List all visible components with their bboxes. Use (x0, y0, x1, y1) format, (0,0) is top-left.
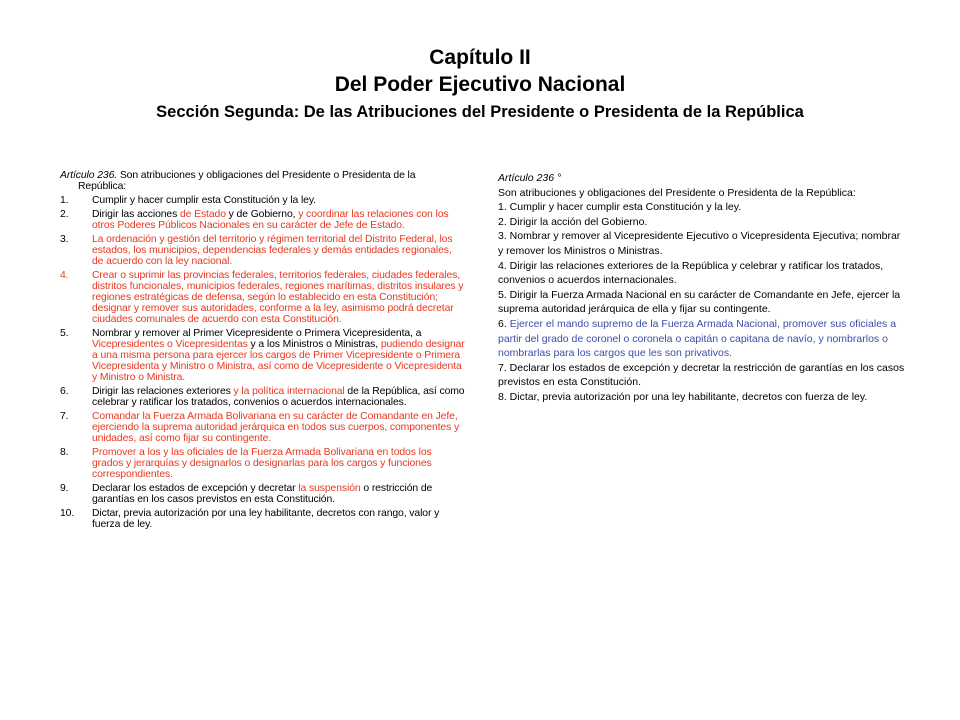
power-title: Del Poder Ejecutivo Nacional (334, 73, 626, 96)
left-item-number: 6. (60, 386, 69, 397)
highlighted-text: pudiendo designar a una misma persona para ejercer los cargos de Primer Vicepresidente o Primera Vicepresidenta y Ministro o Ministra, así como de Vicepresidente o Vicepresidenta y Ministro o Ministra. (92, 339, 465, 383)
left-item-number: 2. (60, 209, 69, 220)
left-list-item (60, 447, 465, 480)
left-item-text (92, 483, 465, 505)
text-segment: o restricción de garantías en los casos previstos en esta Constitución. (92, 483, 433, 505)
left-list-item (60, 209, 465, 231)
highlighted-text: Comandar la Fuerza Armada Bolivariana en su carácter de Comandante en Jefe, ejerciendo la suprema autoridad jerárquica en todos sus cuerpos, componentes y unidades, así como fijar su contingente. (92, 411, 460, 444)
left-item-text (92, 195, 465, 206)
highlighted-text: y la política internacional (233, 386, 345, 397)
text-segment: Dirigir las acciones (92, 209, 180, 220)
right-intro: Son atribuciones y obligaciones del Presidente o Presidenta de la República: (498, 186, 856, 199)
text-segment: y de Gobierno, (225, 209, 299, 220)
left-list-item (60, 483, 465, 505)
highlighted-text: de Estado (179, 209, 226, 220)
left-intro: Son atribuciones y obligaciones del Presidente o Presidenta de la República: (78, 170, 416, 192)
right-list-item: 4. Dirigir las relaciones exteriores de la República y celebrar y ratificar los tratados, convenios o acuerdos internacionales. (498, 259, 884, 287)
left-item-list (60, 195, 465, 530)
left-list-item (60, 508, 465, 530)
highlighted-text: y coordinar las relaciones con los otros Poderes Públicos Nacionales en su carácter de Jefe de Estado. (92, 209, 449, 231)
original-article-column (498, 171, 908, 405)
left-list-item (60, 328, 465, 383)
right-article-text: Artículo 236 ° (498, 172, 562, 184)
right-list-item-6 (498, 317, 908, 361)
right-list-item: 2. Dirigir la acción del Gobierno. (498, 215, 648, 228)
left-item-number: 1. (60, 195, 69, 206)
left-list-item (60, 270, 465, 325)
highlighted-text: la suspensión (298, 483, 361, 494)
left-item-text (92, 209, 465, 231)
left-item-number: 5. (60, 328, 69, 339)
text-segment: y a los Ministros o Ministras, (247, 339, 381, 350)
left-item-number: 8. (60, 447, 69, 458)
right-item-list-after (498, 361, 908, 405)
left-article-heading (60, 170, 465, 192)
text-segment: de la República, así como celebrar y ratificar los tratados, convenios o acuerdos internacionales. (92, 386, 465, 408)
left-item-number: 9. (60, 483, 69, 494)
left-list-item (60, 386, 465, 408)
left-article-label: Artículo 236. (60, 170, 118, 181)
left-item-text (92, 447, 465, 480)
highlighted-text: Promover a los y las oficiales de la Fuerza Armada Bolivariana en todos los grados y jerarquías y designarlos o designarlas para los cargos y funciones correspondientes. (92, 447, 432, 480)
right-list-item: 1. Cumplir y hacer cumplir esta Constitución y la ley. (498, 201, 742, 214)
left-list-item (60, 411, 465, 444)
left-item-text (92, 508, 465, 530)
right-list-item: 8. Dictar, previa autorización por una ley habilitante, decretos con fuerza de ley. (498, 390, 868, 403)
left-item-text (92, 386, 465, 408)
right-item6-highlight: Ejercer el mando supremo de la Fuerza Armada Nacional, promover sus oficiales a partir del grado de coronel o coronela o capitán o capitana de navío, y nombrarlos o nombrarlas para los cargos que les son privativos. (498, 317, 897, 360)
left-item-number: 3. (60, 234, 69, 245)
highlighted-text: La ordenación y gestión del territorio y régimen territorial del Distrito Federal, los estados, los municipios, dependencias federales y demás entidades regionales, de acuerdo con la ley nacional. (92, 234, 453, 267)
right-list-item: 5. Dirigir la Fuerza Armada Nacional en su carácter de Comandante en Jefe, ejercer la suprema autoridad jerárquica de ella y fijar su contingente. (498, 288, 901, 316)
text-segment: Declarar los estados de excepción y decretar (92, 483, 299, 494)
proposed-reform-column (60, 170, 465, 533)
chapter-title: Capítulo II (429, 46, 531, 69)
section-title: Sección Segunda: De las Atribuciones del Presidente o Presidenta de la República (156, 103, 804, 121)
right-item6-prefix: 6. (498, 317, 510, 330)
highlighted-text: Crear o suprimir las provincias federales, territorios federales, ciudades federales, distritos funcionales, municipios federales, regiones marítimas, distritos insulares y regiones estratégicas de defensa, según lo establecido en esta Constitución; designar y remover sus autoridades, conforme a la ley, asimismo podrá decretar ciudades comunales de acuerdo con esta Constitución. (92, 270, 464, 325)
left-item-text (92, 411, 465, 444)
text-segment: Dirigir las relaciones exteriores (92, 386, 234, 397)
highlighted-text: Vicepresidentes o Vicepresidentas (92, 339, 248, 350)
left-item-text (92, 270, 465, 325)
left-item-number: 7. (60, 411, 69, 422)
text-segment: Cumplir y hacer cumplir esta Constitución y la ley. (92, 195, 316, 206)
left-item-text (92, 328, 465, 383)
left-list-item (60, 195, 465, 206)
left-item-text (92, 234, 465, 267)
right-list-item: 3. Nombrar y remover al Vicepresidente Ejecutivo o Vicepresidenta Ejecutiva; nombrar y remover los Ministros o Ministras. (498, 230, 901, 257)
text-segment: Dictar, previa autorización por una ley habilitante, decretos con rango, valor y fuerza de ley. (92, 508, 440, 530)
right-list-item: 7. Declarar los estados de excepción y decretar la restricción de garantías en los casos previstos en esta Constitución. (498, 361, 905, 389)
text-segment: Nombrar y remover al Primer Vicepresidente o Primera Vicepresidenta, a (92, 328, 422, 339)
left-list-item (60, 234, 465, 267)
right-item-list (498, 200, 908, 317)
left-item-number: 10. (60, 508, 75, 519)
right-article-label (498, 171, 908, 186)
left-item-number: 4. (60, 270, 69, 281)
slide-title-block (0, 44, 960, 123)
